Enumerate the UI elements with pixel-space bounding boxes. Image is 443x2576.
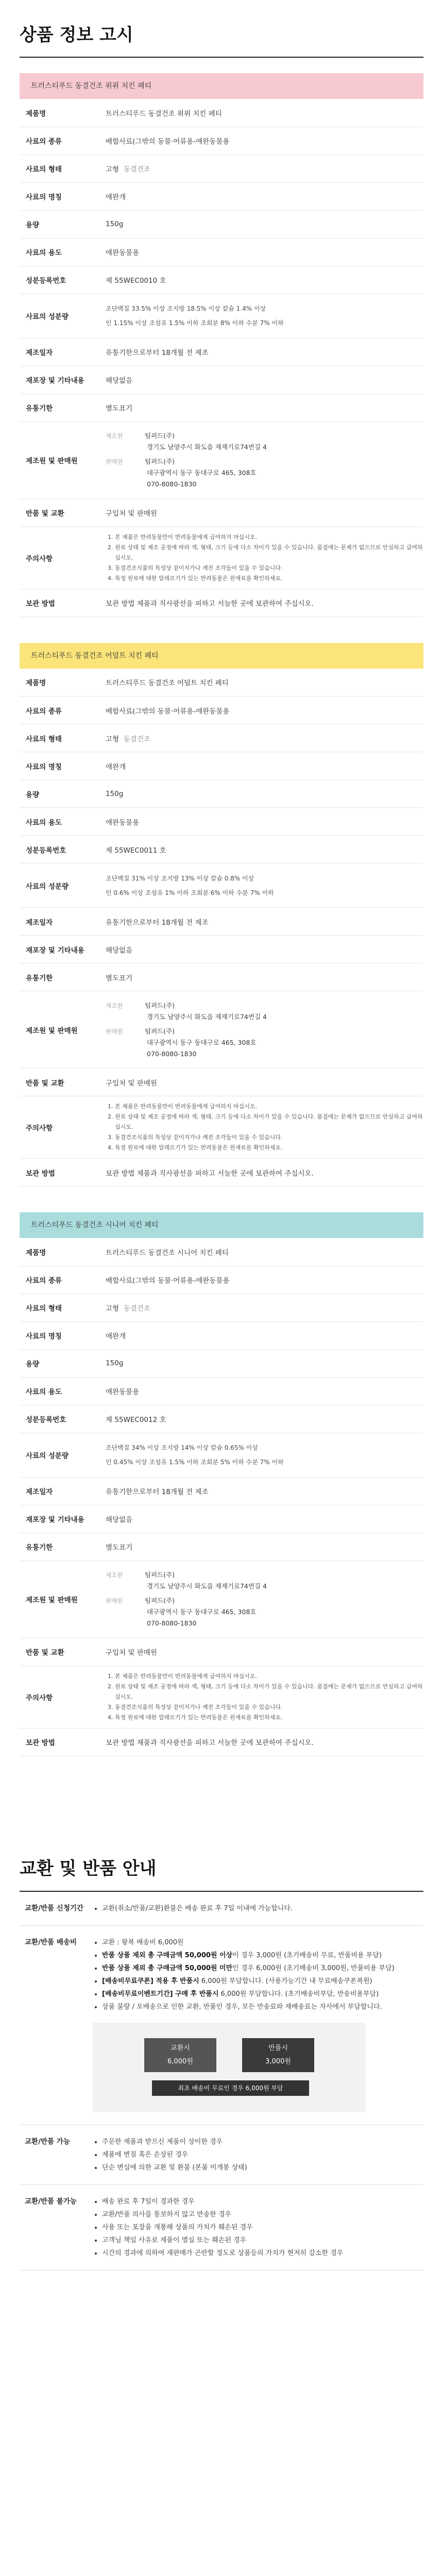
value-form bbox=[100, 1294, 423, 1321]
value-period bbox=[93, 1892, 423, 1926]
value-kind: 애완개 bbox=[100, 1321, 423, 1349]
seller-name: 팀퍼드(주) bbox=[145, 1027, 175, 1035]
label-weight: 용량 bbox=[20, 210, 100, 238]
label-return: 반품 및 교환 bbox=[20, 1069, 100, 1096]
value-etc: 해당없음 bbox=[100, 366, 423, 394]
note-item: 2. 원료 상태 및 제조 공정에 따라 색, 형태, 크기 등에 다소 차이가 있을 수 있습니다. 품질에는 문제가 없으므로 안심하고 급여하십시오. bbox=[115, 1112, 423, 1132]
possible-item: • 단순 변심에 의한 교환 및 환불 (본품 미개봉 상태) bbox=[102, 2161, 423, 2174]
value-ingr bbox=[100, 1433, 423, 1477]
seller-address: 대구광역시 동구 동대구로 465, 308호 bbox=[147, 469, 257, 477]
mfr-name: 팀퍼드(주) bbox=[145, 1001, 175, 1009]
value-reg-no: 제 55WEC0011 호 bbox=[100, 836, 423, 863]
seller-address: 대구광역시 동구 동대구로 465, 308호 bbox=[147, 1608, 257, 1616]
note-item: 4. 특정 원료에 대한 알레르기가 있는 반려동물은 원재료를 확인하세요. bbox=[115, 573, 423, 584]
mfr-name: 팀퍼드(주) bbox=[145, 432, 175, 439]
label-mfr: 제조원 및 판매원 bbox=[20, 1561, 100, 1638]
notes-list bbox=[106, 1671, 423, 1723]
label-storage: 보관 방법 bbox=[20, 1728, 100, 1756]
value-storage: 보관 방법 제품과 직사광선을 피하고 서늘한 곳에 보관하여 주십시오. bbox=[100, 1159, 423, 1187]
value-notes bbox=[100, 1666, 423, 1728]
value-etc: 해당없음 bbox=[100, 936, 423, 963]
product-section-1 bbox=[20, 73, 423, 617]
label-name: 제품명 bbox=[20, 1238, 100, 1266]
product-section-3 bbox=[20, 1212, 423, 1756]
value-expiry: 별도표기 bbox=[100, 963, 423, 991]
label-type: 사료의 종류 bbox=[20, 697, 100, 724]
label-kind: 사료의 명칭 bbox=[20, 1321, 100, 1349]
seller-label: 판매원 bbox=[106, 458, 123, 465]
label-period: 교환/반품 신청기간 bbox=[20, 1892, 93, 1926]
note-item: 4. 특정 원료에 대한 알레르기가 있는 반려동물은 원재료를 확인하세요. bbox=[115, 1143, 423, 1153]
notes-list bbox=[106, 532, 423, 584]
note-item: 2. 원료 상태 및 제조 공정에 따라 색, 형태, 크기 등에 다소 차이가 있을 수 있습니다. 품질에는 문제가 없으므로 안심하고 급여하십시오. bbox=[115, 543, 423, 563]
label-reg-no: 성분등록번호 bbox=[20, 266, 100, 294]
value-expiry: 별도표기 bbox=[100, 394, 423, 421]
label-use: 사료의 용도 bbox=[20, 238, 100, 266]
label-weight: 용량 bbox=[20, 780, 100, 808]
value-name: 트러스티푸드 동결건조 퓌퓌 치킨 페티 bbox=[100, 99, 423, 127]
return-fee-value: 3,000원 bbox=[265, 2057, 291, 2065]
note-item: 3. 동결건조식품의 특성상 겉이지가나 깨진 조각들이 있을 수 있습니다. bbox=[115, 563, 423, 573]
value-name: 트러스티푸드 동결건조 어덜트 치킨 페티 bbox=[100, 669, 423, 697]
label-expiry: 유통기한 bbox=[20, 963, 100, 991]
label-name: 제품명 bbox=[20, 99, 100, 127]
impossible-item: • 사용 또는 포장을 개봉해 상품의 가치가 훼손된 경우 bbox=[102, 2221, 423, 2234]
label-ingr: 사료의 성분량 bbox=[20, 1433, 100, 1477]
value-impossible bbox=[93, 2184, 423, 2270]
label-mfg-date: 제조일자 bbox=[20, 908, 100, 936]
ingr-line-2: 인 0.6% 이상 조섬유 1% 이하 조회분 6% 이하 수분 7% 이하 bbox=[106, 889, 274, 896]
value-mfg-date: 유통기한으로부터 18개월 전 제조 bbox=[100, 908, 423, 936]
value-etc: 해당없음 bbox=[100, 1505, 423, 1533]
mfr-address: 경기도 남양주시 화도읍 재재기로74번길 4 bbox=[147, 443, 267, 451]
possible-list bbox=[93, 2136, 423, 2174]
label-return: 반품 및 교환 bbox=[20, 499, 100, 527]
value-reg-no: 제 55WEC0012 호 bbox=[100, 1405, 423, 1433]
note-item: 3. 동결건조식품의 특성상 겉이지가나 깨진 조각들이 있을 수 있습니다. bbox=[115, 1702, 423, 1713]
seller-tel: 070-8080-1830 bbox=[147, 1049, 197, 1058]
label-use: 사료의 용도 bbox=[20, 1377, 100, 1405]
impossible-item: • 교환/반품 의사를 통보하지 않고 반송한 경우 bbox=[102, 2208, 423, 2221]
note-item: 3. 동결건조식품의 특성상 겉이지가나 깨진 조각들이 있을 수 있습니다. bbox=[115, 1132, 423, 1143]
period-text: • 교환(취소/반품/교환)환불은 배송 완료 후 7일 이내에 가능합니다. bbox=[102, 1902, 423, 1915]
exchange-fee-label: 교환시 bbox=[171, 2044, 190, 2052]
mfr-label: 제조원 bbox=[106, 432, 123, 439]
form-main: 고형 bbox=[106, 735, 120, 743]
value-reg-no: 제 55WEC0010 호 bbox=[100, 266, 423, 294]
fee-list bbox=[93, 1936, 423, 2013]
value-notes bbox=[100, 1096, 423, 1159]
form-main: 고형 bbox=[106, 1304, 120, 1313]
note-item: 1. 본 제품은 반려동물만이 반려동물에게 급여하지 마십시오. bbox=[115, 532, 423, 543]
label-reg-no: 성분등록번호 bbox=[20, 836, 100, 863]
ingr-line-2: 인 1.15% 이상 조섬유 1.5% 이하 조회분 8% 이하 수분 7% 이하 bbox=[106, 319, 284, 327]
label-expiry: 유통기한 bbox=[20, 394, 100, 421]
ingr-line-1: 조단백질 33.5% 이상 조지방 18.5% 이상 칼슘 1.4% 이상 bbox=[106, 305, 266, 312]
fee-item: • 교환 : 왕복 배송비 6,000원 bbox=[102, 1936, 423, 1949]
possible-item: • 제품에 변질 혹은 손상된 경우 bbox=[102, 2148, 423, 2161]
fee-item: • [배송비무료쿠폰] 적용 후 반품시 6,000원 부담합니다. (사용가능기간 내 무료배송쿠폰복원) bbox=[102, 1975, 423, 1988]
label-notes: 주의사항 bbox=[20, 1096, 100, 1159]
seller-name: 팀퍼드(주) bbox=[145, 1597, 175, 1604]
product-info-table bbox=[20, 669, 423, 1187]
notes-list bbox=[106, 1101, 423, 1153]
label-form: 사료의 형태 bbox=[20, 1294, 100, 1321]
value-type: 배합사료(그밖의 동물·어류용-애완동물용 bbox=[100, 697, 423, 724]
note-item: 4. 특정 원료에 대한 알레르기가 있는 반려동물은 원재료를 확인하세요. bbox=[115, 1713, 423, 1723]
label-etc: 재포장 및 기타내용 bbox=[20, 936, 100, 963]
exchange-table bbox=[20, 1892, 423, 2270]
value-storage: 보관 방법 제품과 직사광선을 피하고 서늘한 곳에 보관하여 주십시오. bbox=[100, 1728, 423, 1756]
mfr-label: 제조원 bbox=[106, 1571, 123, 1579]
label-ingr: 사료의 성분량 bbox=[20, 294, 100, 338]
label-possible: 교환/반품 가능 bbox=[20, 2125, 93, 2184]
form-sub: 동결건조 bbox=[123, 735, 150, 743]
value-type: 배합사료(그밖의 동물·어류용-애완동물용 bbox=[100, 127, 423, 155]
seller-address: 대구광역시 동구 동대구로 465, 308호 bbox=[147, 1038, 257, 1046]
seller-name: 팀퍼드(주) bbox=[145, 457, 175, 465]
value-form bbox=[100, 155, 423, 182]
label-reg-no: 성분등록번호 bbox=[20, 1405, 100, 1433]
label-storage: 보관 방법 bbox=[20, 1159, 100, 1187]
product-header: 트러스티푸드 동결건조 퓌퓌 치킨 페티 bbox=[20, 73, 423, 99]
label-mfg-date: 제조일자 bbox=[20, 1477, 100, 1505]
product-header: 트러스티푸드 동결건조 시니어 치킨 페티 bbox=[20, 1212, 423, 1238]
label-expiry: 유통기한 bbox=[20, 1533, 100, 1561]
ingr-line-2: 인 0.45% 이상 조섬유 1.5% 이하 조회분 5% 이하 수분 7% 이하 bbox=[106, 1459, 284, 1466]
value-return: 구입처 및 판매원 bbox=[100, 1638, 423, 1666]
label-storage: 보관 방법 bbox=[20, 589, 100, 617]
value-type: 배합사료(그밖의 동물·어류용-애완동물용 bbox=[100, 1266, 423, 1294]
fee-note: 최초 배송비 무료인 경우 6,000원 부담 bbox=[152, 2080, 309, 2096]
label-etc: 재포장 및 기타내용 bbox=[20, 1505, 100, 1533]
label-kind: 사료의 명칭 bbox=[20, 752, 100, 780]
title-divider bbox=[20, 57, 423, 58]
seller-label: 판매원 bbox=[106, 1597, 123, 1604]
mfr-address: 경기도 남양주시 화도읍 재재기로74번길 4 bbox=[147, 1582, 267, 1590]
return-fee-pill bbox=[242, 2038, 314, 2072]
ingr-line-1: 조단백질 31% 이상 조지방 13% 이상 칼슘 0.8% 이상 bbox=[106, 874, 254, 882]
note-item: 1. 본 제품은 반려동물만이 반려동물에게 급여하지 마십시오. bbox=[115, 1671, 423, 1682]
fee-summary-box bbox=[93, 2023, 366, 2112]
value-mfg-date: 유통기한으로부터 18개월 전 제조 bbox=[100, 338, 423, 366]
value-use: 애완동물용 bbox=[100, 238, 423, 266]
page-title: 상품 정보 고시 bbox=[20, 25, 133, 45]
exchange-fee-pill bbox=[144, 2038, 216, 2072]
label-mfr: 제조원 및 판매원 bbox=[20, 991, 100, 1069]
form-sub: 동결건조 bbox=[123, 1304, 150, 1313]
value-ingr bbox=[100, 863, 423, 908]
label-weight: 용량 bbox=[20, 1349, 100, 1377]
product-info-table bbox=[20, 1238, 423, 1756]
exchange-fee-value: 6,000원 bbox=[167, 2057, 193, 2065]
value-mfr bbox=[100, 991, 423, 1069]
fee-item: • 상품 불량 / 오배송으로 인한 교환, 반품인 경우, 모든 반송료와 재배송료는 자사에서 부담합니다. bbox=[102, 2001, 423, 2013]
value-kind: 애완개 bbox=[100, 182, 423, 210]
value-mfr bbox=[100, 421, 423, 499]
label-etc: 재포장 및 기타내용 bbox=[20, 366, 100, 394]
product-section-2 bbox=[20, 643, 423, 1187]
value-ingr bbox=[100, 294, 423, 338]
value-mfg-date: 유통기한으로부터 18개월 전 제조 bbox=[100, 1477, 423, 1505]
label-form: 사료의 형태 bbox=[20, 155, 100, 182]
value-use: 애완동물용 bbox=[100, 1377, 423, 1405]
impossible-item: • 배송 완료 후 7일이 경과한 경우 bbox=[102, 2195, 423, 2208]
label-kind: 사료의 명칭 bbox=[20, 182, 100, 210]
label-notes: 주의사항 bbox=[20, 527, 100, 589]
label-type: 사료의 종류 bbox=[20, 1266, 100, 1294]
label-form: 사료의 형태 bbox=[20, 724, 100, 752]
label-type: 사료의 종류 bbox=[20, 127, 100, 155]
value-return: 구입처 및 판매원 bbox=[100, 499, 423, 527]
product-header: 트러스티푸드 동결건조 어덜트 치킨 페티 bbox=[20, 643, 423, 669]
impossible-list bbox=[93, 2195, 423, 2260]
product-info-table bbox=[20, 99, 423, 617]
value-fee bbox=[93, 1925, 423, 2125]
label-fee: 교환/반품 배송비 bbox=[20, 1925, 93, 2125]
value-name: 트러스티푸드 동결건조 시니어 치킨 페티 bbox=[100, 1238, 423, 1266]
form-main: 고형 bbox=[106, 165, 120, 174]
value-possible bbox=[93, 2125, 423, 2184]
fee-item: • [배송비무료이벤트기간] 구매 후 반품시 6,000원 부담합니다. (초기배송비부담, 반송비용부담) bbox=[102, 1988, 423, 2001]
seller-label: 판매원 bbox=[106, 1027, 123, 1035]
mfr-name: 팀퍼드(주) bbox=[145, 1571, 175, 1579]
possible-item: • 주문한 제품과 받으신 제품이 상이한 경우 bbox=[102, 2136, 423, 2148]
mfr-address: 경기도 남양주시 화도읍 재재기로74번길 4 bbox=[147, 1012, 267, 1021]
label-name: 제품명 bbox=[20, 669, 100, 697]
value-return: 구입처 및 판매원 bbox=[100, 1069, 423, 1096]
value-form bbox=[100, 724, 423, 752]
note-item: 1. 본 제품은 반려동물만이 반려동물에게 급여하지 마십시오. bbox=[115, 1101, 423, 1112]
value-kind: 애완개 bbox=[100, 752, 423, 780]
value-storage: 보관 방법 제품과 직사광선을 피하고 서늘한 곳에 보관하여 주십시오. bbox=[100, 589, 423, 617]
label-return: 반품 및 교환 bbox=[20, 1638, 100, 1666]
note-item: 2. 원료 상태 및 제조 공정에 따라 색, 형태, 크기 등에 다소 차이가 있을 수 있습니다. 품질에는 문제가 없으므로 안심하고 급여하십시오. bbox=[115, 1682, 423, 1702]
seller-tel: 070-8080-1830 bbox=[147, 480, 197, 488]
value-use: 애완동물용 bbox=[100, 808, 423, 836]
fee-item: • 반품 상품 제외 총 구매금액 50,000원 이상이 경우 3,000원 (초기배송비 무료, 반품비용 부담) bbox=[102, 1949, 423, 1962]
value-weight: 150g bbox=[100, 780, 423, 808]
label-notes: 주의사항 bbox=[20, 1666, 100, 1728]
fee-item: • 반품 상품 제외 총 구매금액 50,000원 미만인 경우 6,000원 (초기배송비 3,000원, 반품비용 부담) bbox=[102, 1962, 423, 1975]
label-mfr: 제조원 및 판매원 bbox=[20, 421, 100, 499]
label-impossible: 교환/반품 불가능 bbox=[20, 2184, 93, 2270]
label-ingr: 사료의 성분량 bbox=[20, 863, 100, 908]
value-notes bbox=[100, 527, 423, 589]
seller-tel: 070-8080-1830 bbox=[147, 1619, 197, 1627]
form-sub: 동결건조 bbox=[123, 165, 150, 174]
label-use: 사료의 용도 bbox=[20, 808, 100, 836]
value-mfr bbox=[100, 1561, 423, 1638]
label-mfg-date: 제조일자 bbox=[20, 338, 100, 366]
impossible-item: • 고객님 책임 사유로 제품이 멸실 또는 훼손된 경우 bbox=[102, 2234, 423, 2247]
value-weight: 150g bbox=[100, 210, 423, 238]
value-expiry: 별도표기 bbox=[100, 1533, 423, 1561]
ingr-line-1: 조단백질 34% 이상 조지방 14% 이상 칼슘 0.65% 이상 bbox=[106, 1444, 258, 1451]
exchange-section bbox=[20, 1892, 423, 2270]
exchange-title: 교환 및 반품 안내 bbox=[20, 1858, 157, 1879]
value-weight: 150g bbox=[100, 1349, 423, 1377]
return-fee-label: 반품시 bbox=[268, 2044, 288, 2052]
mfr-label: 제조원 bbox=[106, 1002, 123, 1009]
impossible-item: • 시간의 경과에 의하여 재판매가 곤란할 정도로 상품등의 가치가 현저히 감소한 경우 bbox=[102, 2247, 423, 2260]
